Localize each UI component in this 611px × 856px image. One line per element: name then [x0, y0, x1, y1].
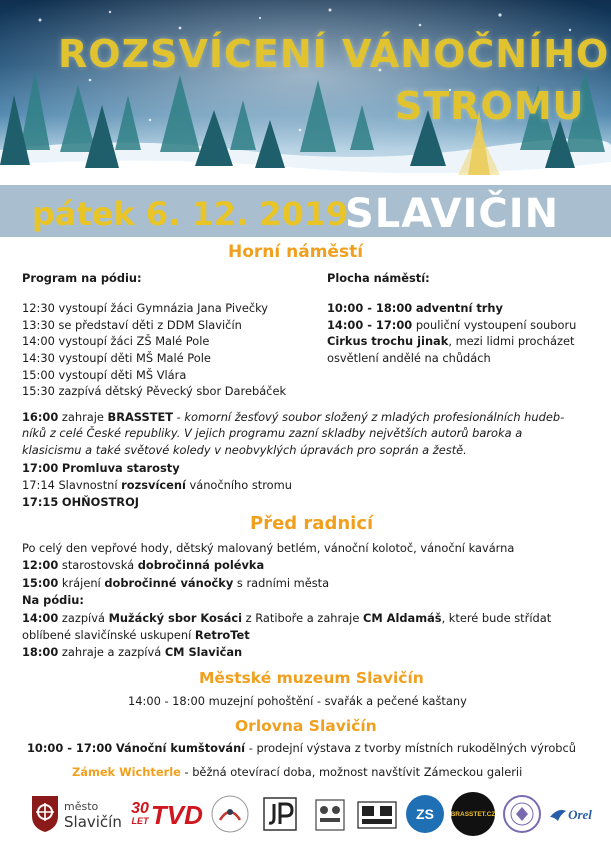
section-title-zamek: Zámek Wichterle [72, 765, 181, 779]
orlovna-line: 10:00 - 17:00 Vánoční kumštování - prodejní výstava z tvorby místních rukodělných výrobců [27, 741, 577, 755]
list-item: 14:00 - 17:00 pouliční vystoupení souboru [327, 318, 577, 332]
jp-logo-icon [262, 796, 298, 832]
list-item: 15:00 vystoupí děti MŠ Vlára [22, 368, 187, 382]
event-title-line2: STROMU [395, 84, 585, 128]
muzeum-line: 14:00 - 18:00 muzejní pohoštění - svařák a pečené kaštany [128, 694, 467, 708]
orel-logo: Orel [545, 800, 595, 830]
sponsor-logos-row [0, 790, 611, 840]
list-item: 12:30 vystoupí žáci Gymnázia Jana Pivečky [22, 301, 269, 315]
section-title-pred-radnici: Před radnicí [250, 513, 374, 534]
square-program-heading: Plocha náměstí: [327, 271, 430, 285]
section-title-muzeum: Městské muzeum Slavičín [199, 669, 424, 687]
section-title-horni-namesti: Horní náměstí [228, 242, 364, 262]
round-badge-logo-icon [210, 794, 250, 834]
zs-male-pole-logo-icon [356, 798, 398, 832]
zamek-line: Zámek Wichterle - běžná otevírací doba, možnost navštívit Zámeckou galerii [72, 765, 523, 779]
list-item: 15:00 krájení dobročinné vánočky s radními města [22, 576, 330, 590]
list-item: 10:00 - 18:00 adventní trhy [327, 301, 503, 315]
list-item: Po celý den vepřové hody, dětský malovaný betlém, vánoční kolotoč, vánoční kavárna [22, 541, 515, 555]
list-item: 14:00 vystoupí žáci ZŠ Malé Pole [22, 334, 210, 348]
mesto-slavicin-logo: město Slavičín [64, 799, 122, 831]
list-item: osvětlení andělé na chůdách [327, 351, 491, 365]
list-item: Cirkus trochu jinak, mezi lidmi procházet [327, 334, 575, 348]
brasstet-line2: níků z celé České republiky. V jejich programu zazní skladby největších autorů baroka a [22, 426, 523, 440]
list-item: 17:00 Promluva starosty [22, 461, 180, 475]
event-title-line1: ROZSVÍCENÍ VÁNOČNÍHO [58, 32, 610, 76]
event-date: pátek 6. 12. 2019 [32, 195, 349, 233]
ddm-logo-icon [312, 796, 348, 834]
list-item: 17:14 Slavnostní rozsvícení vánočního stromu [22, 478, 292, 492]
list-item: 13:30 se představí děti z DDM Slavičín [22, 318, 242, 332]
city-coat-of-arms-icon [30, 794, 60, 834]
brasstet-line3: klasicismu a také světové koledy v neobvyklých úpravách pro soprán a žestě. [22, 443, 467, 457]
list-item: 15:30 zazpívá dětský Pěvecký sbor Darebáček [22, 384, 287, 398]
brasstet-logo: BRASSTET.CZ [450, 792, 496, 836]
list-item: 18:00 zahraje a zazpívá CM Slavičan [22, 645, 243, 659]
stage-heading: Na pódiu: [22, 593, 84, 607]
list-item: 14:00 zazpívá Mužácký sbor Kosáci z Ratiboře a zahraje CM Aldamáš, které bude střídat [22, 611, 552, 625]
list-item: 12:00 starostovská dobročinná polévka [22, 558, 265, 572]
header-banner [0, 0, 611, 185]
event-city: SLAVIČIN [345, 191, 560, 237]
list-item: 14:30 vystoupí děti MŠ Malé Pole [22, 351, 211, 365]
round-seal-logo-icon [502, 794, 542, 834]
eagle-icon [548, 805, 568, 825]
stage-program-heading: Program na pódiu: [22, 271, 142, 285]
list-item: 17:15 OHŇOSTROJ [22, 495, 139, 509]
brasstet-line1: 16:00 zahraje BRASSTET - komorní žesťový soubor složený z mladých profesionálních hudeb- [22, 410, 565, 424]
list-item: oblíbené slavičínské uskupení RetroTet [22, 628, 250, 642]
zs-logo: ZS [405, 794, 445, 834]
section-title-orlovna: Orlovna Slavičín [235, 717, 377, 735]
tvd-logo: 30 LET TVD [131, 799, 203, 830]
